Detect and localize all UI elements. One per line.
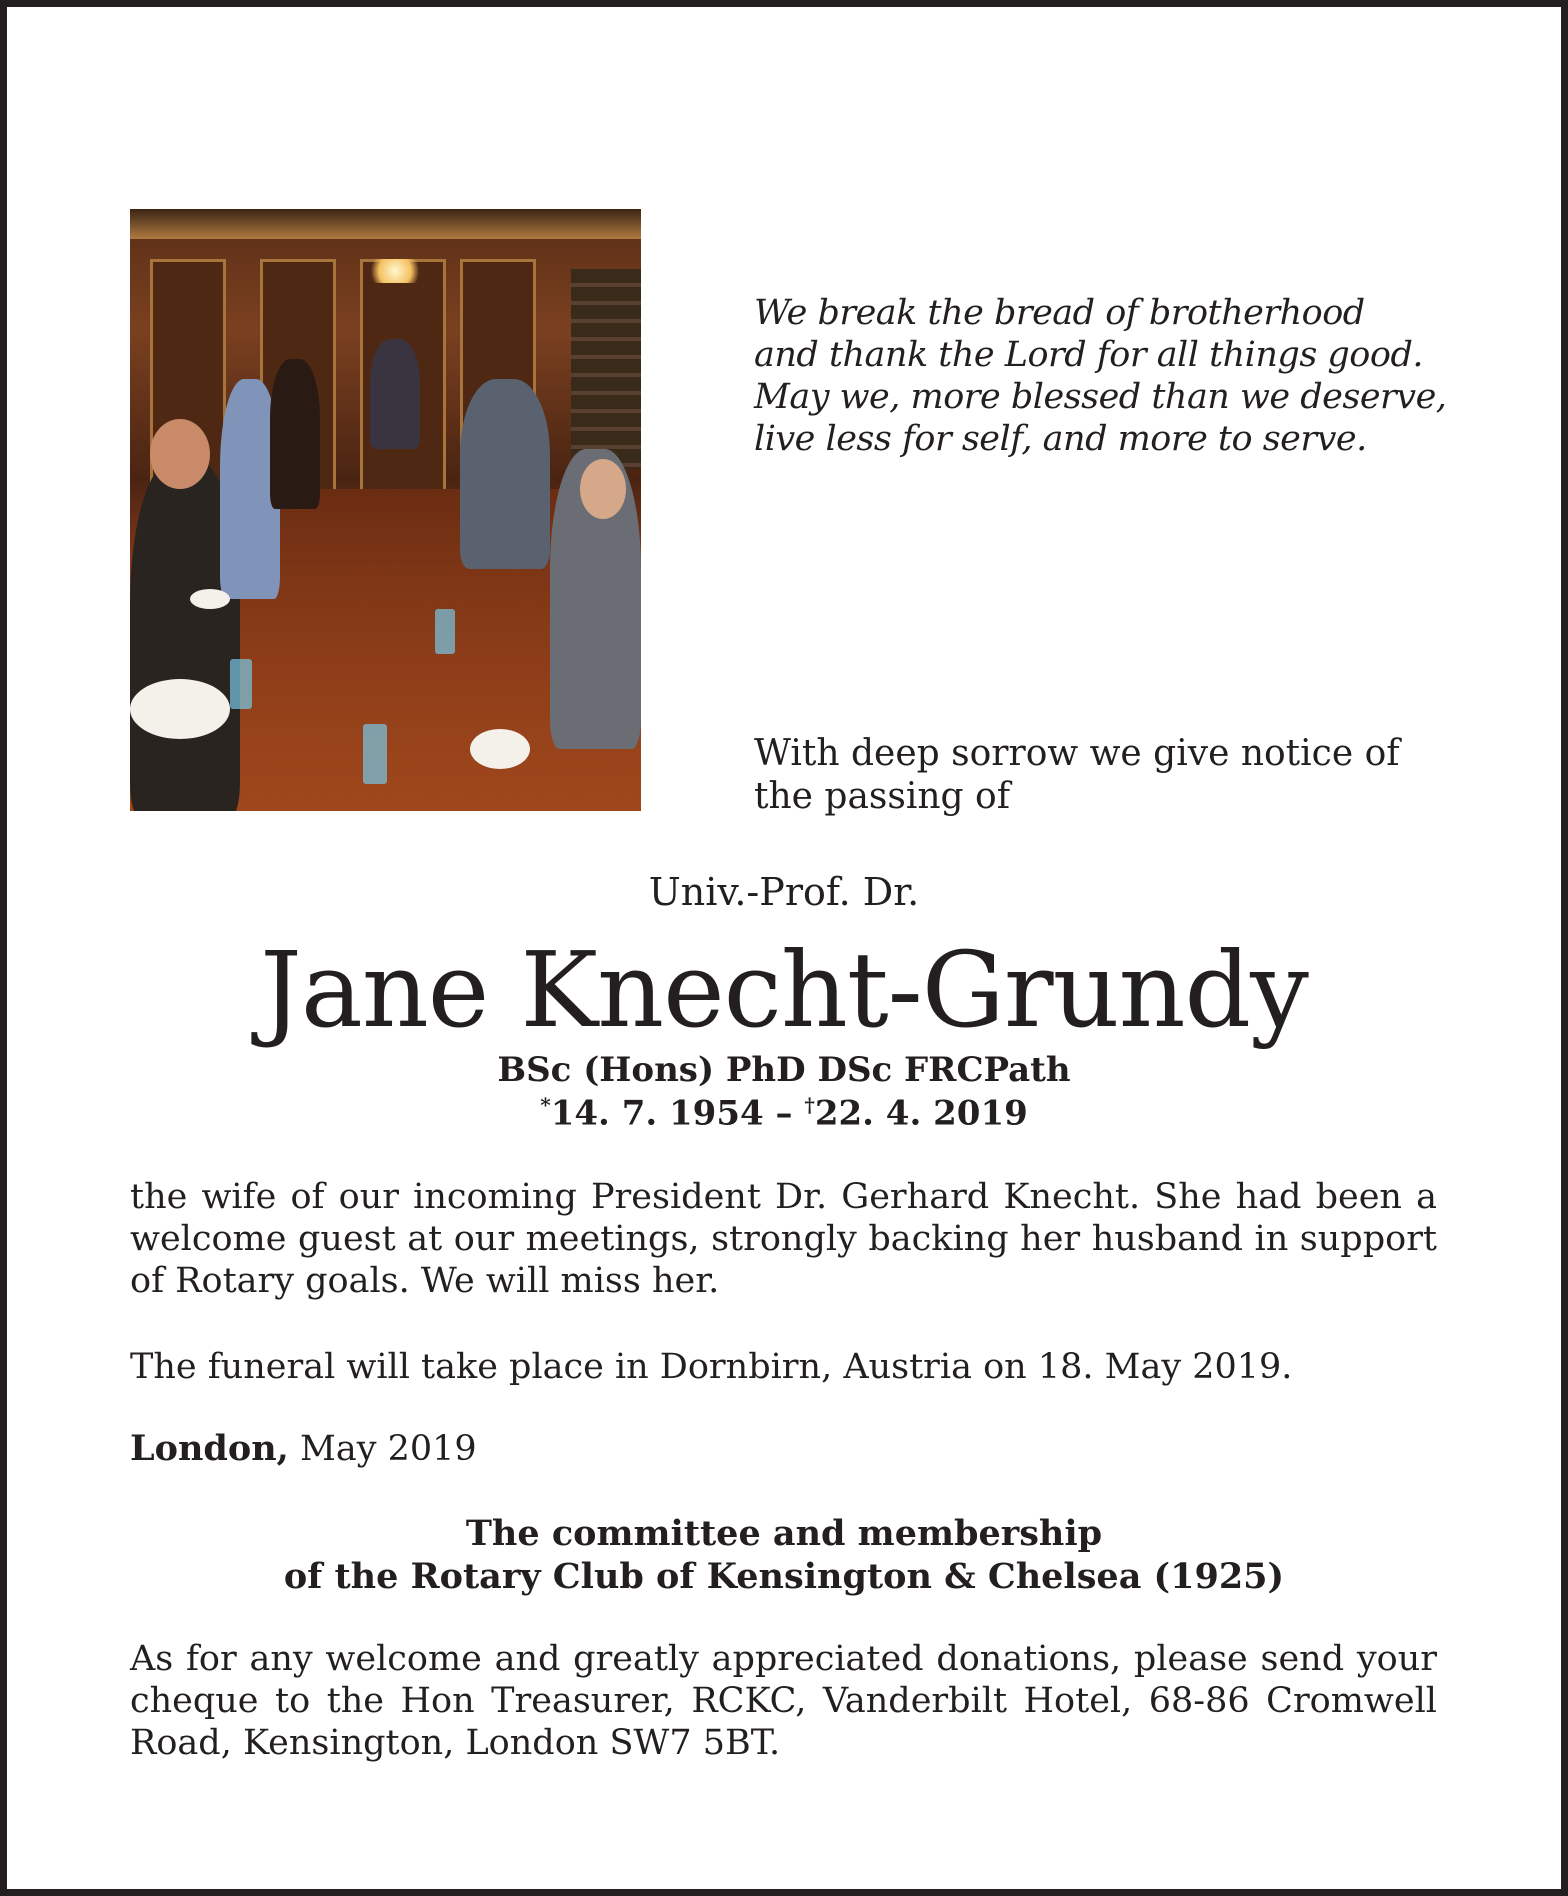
death-symbol: †: [804, 1093, 815, 1117]
date: May 2019: [288, 1429, 477, 1469]
poem-line: and thank the Lord for all things good.: [754, 335, 1423, 375]
poem: [754, 292, 1446, 460]
signature-line: of the Rotary Club of Kensington & Chelsea (1925): [283, 1556, 1285, 1597]
deceased-name: Jane Knecht-Grundy: [260, 929, 1308, 1051]
birth-date: 14. 7. 1954: [550, 1093, 764, 1134]
signature-line: The committee and membership: [465, 1513, 1103, 1554]
title-prefix: Univ.-Prof. Dr.: [648, 870, 920, 914]
signature: [0, 1512, 1568, 1598]
dinner-photo: [130, 209, 641, 811]
life-dates: [0, 1093, 1568, 1133]
place: London,: [130, 1428, 289, 1469]
poem-line: live less for self, and more to serve.: [754, 419, 1367, 459]
degrees: BSc (Hons) PhD DSc FRCPath: [497, 1050, 1071, 1090]
donations-paragraph: As for any welcome and greatly appreciated donations, please send your cheque to the Hon Treasurer, RCKC, Vanderbilt Hotel, 68-86 Cromwell Road, Kensington, London SW7 5BT.: [130, 1639, 1437, 1763]
notice-text: With deep sorrow we give notice of the passing of: [754, 733, 1400, 817]
date-dash: –: [763, 1093, 805, 1134]
poem-line: We break the bread of brotherhood: [754, 293, 1365, 333]
poem-line: May we, more blessed than we deserve,: [754, 377, 1447, 417]
funeral-paragraph: The funeral will take place in Dornbirn, Austria on 18. May 2019.: [130, 1347, 1293, 1387]
place-date: [130, 1428, 1437, 1470]
tribute-paragraph: the wife of our incoming President Dr. Gerhard Knecht. She had been a welcome guest at our meetings, strongly backing her husband in support of Rotary goals. We will miss her.: [130, 1177, 1437, 1301]
birth-symbol: *: [540, 1093, 551, 1117]
death-date: 22. 4. 2019: [814, 1093, 1028, 1134]
